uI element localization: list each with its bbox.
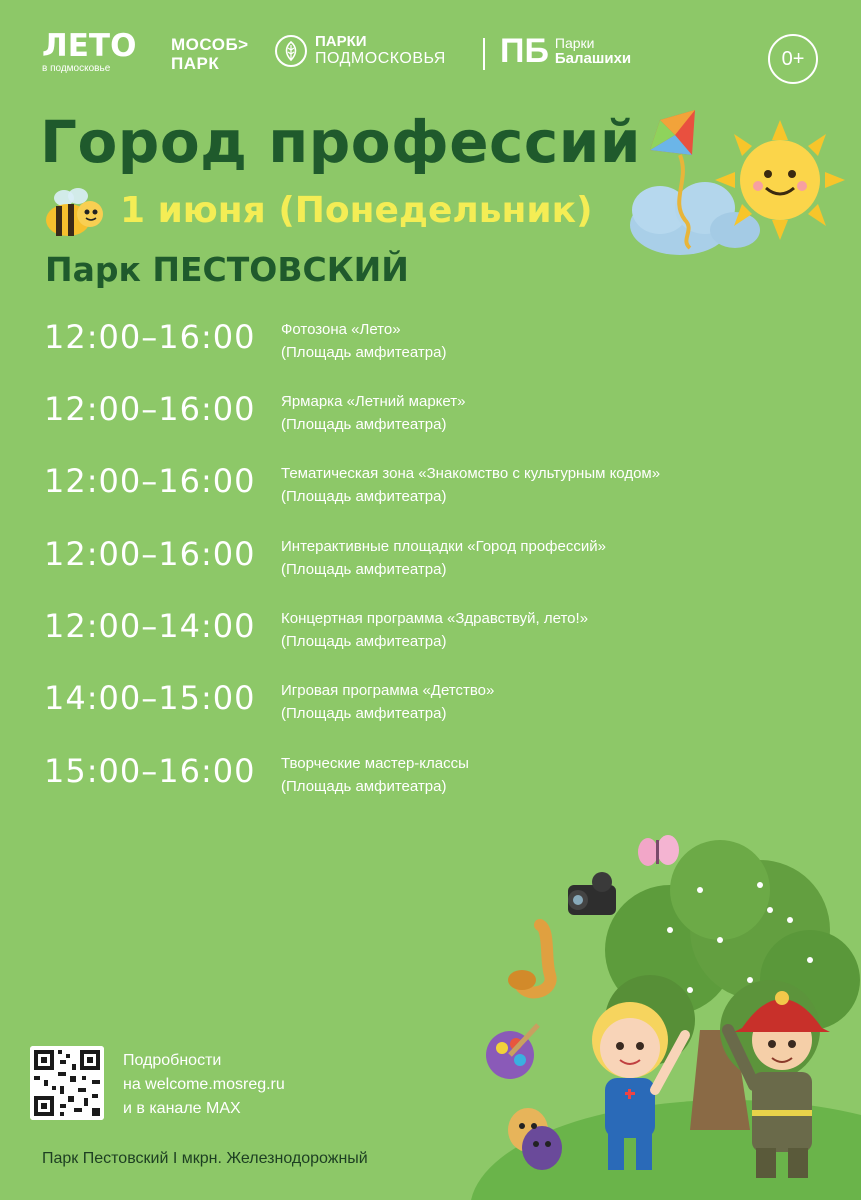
park-name: Парк ПЕСТОВСКИЙ bbox=[45, 250, 409, 289]
mosobl-park-logo bbox=[171, 35, 249, 73]
logo-divider bbox=[483, 38, 485, 70]
event-date: 1 июня (Понедельник) bbox=[120, 190, 593, 231]
saxophone-icon bbox=[508, 925, 551, 992]
schedule-place: (Площадь амфитеатра) bbox=[281, 705, 447, 722]
schedule-time: 12:00–14:00 bbox=[44, 607, 256, 645]
event-title: Город профессий bbox=[40, 108, 642, 176]
schedule-time: 12:00–16:00 bbox=[44, 462, 256, 500]
schedule-place: (Площадь амфитеатра) bbox=[281, 778, 447, 795]
qr-code[interactable] bbox=[30, 1046, 104, 1120]
schedule-description bbox=[281, 318, 446, 364]
schedule-place: (Площадь амфитеатра) bbox=[281, 561, 447, 578]
schedule-activity: Тематическая зона «Знакомство с культурным кодом» bbox=[281, 465, 661, 482]
schedule-description bbox=[281, 535, 606, 581]
leaf-icon bbox=[275, 35, 307, 67]
parki-logo-line2: ПОДМОСКОВЬЯ bbox=[315, 50, 446, 67]
schedule-activity: Концертная программа «Здравствуй, лето!» bbox=[281, 610, 589, 627]
schedule-description bbox=[281, 752, 469, 798]
bee-icon bbox=[42, 184, 106, 240]
schedule-activity: Интерактивные площадки «Город профессий» bbox=[281, 538, 606, 555]
kids-tree-illustration bbox=[470, 830, 861, 1200]
schedule-time: 12:00–16:00 bbox=[44, 390, 256, 428]
balashikha-logo-line2: Балашихи bbox=[554, 49, 632, 67]
parki-podmoskovya-logo bbox=[275, 34, 446, 68]
schedule-place: (Площадь амфитеатра) bbox=[281, 344, 447, 361]
schedule-description bbox=[281, 607, 588, 653]
schedule-description bbox=[281, 679, 494, 725]
schedule-description bbox=[281, 462, 660, 508]
schedule-place: (Площадь амфитеатра) bbox=[281, 488, 447, 505]
more-info-line3: и в канале MAX bbox=[123, 1100, 241, 1117]
schedule-place: (Площадь амфитеатра) bbox=[281, 416, 447, 433]
leto-logo-subtitle: в подмосковье bbox=[42, 63, 111, 74]
parki-logo-line1: ПАРКИ bbox=[315, 33, 367, 50]
palette-icon bbox=[486, 1025, 538, 1079]
schedule-place: (Площадь амфитеатра) bbox=[281, 633, 447, 650]
parki-balashikhi-logo bbox=[500, 34, 631, 68]
age-rating-badge: 0+ bbox=[768, 34, 818, 84]
balashikha-logo-line1: Парки bbox=[554, 34, 595, 51]
mosobl-park-line1: МОСОБ> bbox=[171, 35, 249, 54]
schedule-time: 12:00–16:00 bbox=[44, 535, 256, 573]
butterfly-icon bbox=[638, 835, 679, 866]
schedule-activity: Творческие мастер-классы bbox=[281, 755, 469, 772]
schedule-time: 15:00–16:00 bbox=[44, 752, 256, 790]
schedule-activity: Игровая программа «Детство» bbox=[281, 682, 495, 699]
schedule-activity: Фотозона «Лето» bbox=[281, 321, 401, 338]
schedule-time: 12:00–16:00 bbox=[44, 318, 256, 356]
more-info bbox=[123, 1049, 285, 1121]
schedule-description bbox=[281, 390, 465, 436]
more-info-link[interactable]: на welcome.mosreg.ru bbox=[123, 1076, 285, 1093]
leto-logo-title: ЛЕТО bbox=[42, 28, 137, 64]
address-line: Парк Пестовский I мкрн. Железнодорожный bbox=[42, 1150, 368, 1167]
balashikha-mark: ПБ bbox=[500, 32, 549, 70]
kite-sun-cloud-illustration bbox=[620, 110, 850, 270]
leto-logo bbox=[42, 30, 136, 75]
mosobl-park-line2: ПАРК bbox=[171, 54, 220, 73]
schedule-time: 14:00–15:00 bbox=[44, 679, 256, 717]
more-info-line1: Подробности bbox=[123, 1052, 222, 1069]
camera-icon bbox=[568, 872, 616, 915]
schedule-activity: Ярмарка «Летний маркет» bbox=[281, 393, 466, 410]
